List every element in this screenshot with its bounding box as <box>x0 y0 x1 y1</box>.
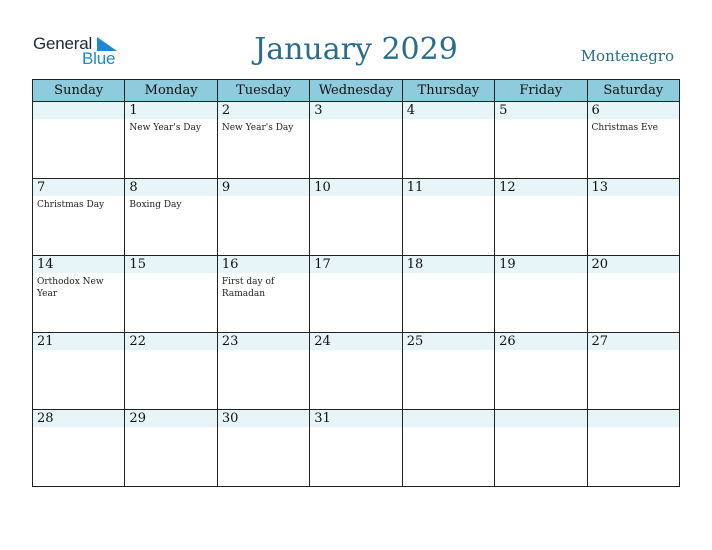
day-cell <box>402 410 494 487</box>
holiday-label <box>495 273 586 276</box>
day-cell <box>587 256 679 333</box>
day-number: 29 <box>125 410 216 427</box>
day-number: 21 <box>33 333 124 350</box>
day-number: 8 <box>125 179 216 196</box>
day-cell <box>402 179 494 256</box>
day-number: 6 <box>588 102 679 119</box>
day-number: 30 <box>218 410 309 427</box>
day-number: 13 <box>588 179 679 196</box>
day-number: 7 <box>33 179 124 196</box>
day-cell <box>495 179 587 256</box>
holiday-label <box>218 427 309 430</box>
holiday-label <box>218 196 309 199</box>
holiday-label <box>495 119 586 122</box>
holiday-label: Christmas Eve <box>591 123 658 133</box>
day-cell <box>495 256 587 333</box>
day-number: 28 <box>33 410 124 427</box>
holiday-label <box>588 196 679 199</box>
holiday-label <box>403 427 494 430</box>
day-cell <box>33 179 125 256</box>
day-number: 17 <box>310 256 401 273</box>
day-number: 2 <box>218 102 309 119</box>
holiday-label: Orthodox New Year <box>37 277 104 299</box>
day-cell <box>495 102 587 179</box>
month-calendar-grid <box>32 79 680 487</box>
day-number: 31 <box>310 410 401 427</box>
holiday-label: New Year's Day <box>129 123 201 133</box>
day-number: 9 <box>218 179 309 196</box>
weekday-header-sunday: Sunday <box>33 80 125 102</box>
day-cell <box>125 179 217 256</box>
day-number <box>495 410 586 427</box>
logo-word-blue: Blue <box>82 49 116 68</box>
day-number: 1 <box>125 102 216 119</box>
day-cell <box>587 333 679 410</box>
day-number: 10 <box>310 179 401 196</box>
day-cell <box>402 102 494 179</box>
day-number: 16 <box>218 256 309 273</box>
holiday-label <box>310 119 401 122</box>
day-cell <box>33 102 125 179</box>
day-cell <box>587 102 679 179</box>
holiday-label <box>125 427 216 430</box>
day-number: 12 <box>495 179 586 196</box>
day-number: 5 <box>495 102 586 119</box>
day-cell <box>217 333 309 410</box>
day-cell <box>310 102 402 179</box>
holiday-label <box>495 427 586 430</box>
holiday-label <box>310 427 401 430</box>
day-cell <box>125 102 217 179</box>
week-row-3 <box>33 256 680 333</box>
calendar-title: January 2029 <box>254 32 458 67</box>
week-row-4 <box>33 333 680 410</box>
holiday-label <box>495 196 586 199</box>
day-number: 20 <box>588 256 679 273</box>
day-cell <box>33 333 125 410</box>
day-cell <box>310 333 402 410</box>
holiday-label <box>310 350 401 353</box>
day-cell <box>310 179 402 256</box>
holiday-label: Christmas Day <box>37 200 105 210</box>
day-number <box>33 102 124 119</box>
day-number: 15 <box>125 256 216 273</box>
day-cell <box>310 256 402 333</box>
day-cell <box>310 410 402 487</box>
weekday-header-saturday: Saturday <box>587 80 679 102</box>
week-row-2 <box>33 179 680 256</box>
holiday-label <box>403 350 494 353</box>
day-number: 23 <box>218 333 309 350</box>
holiday-label <box>33 119 124 122</box>
day-cell <box>495 333 587 410</box>
day-cell <box>402 256 494 333</box>
holiday-label <box>33 427 124 430</box>
day-number: 14 <box>33 256 124 273</box>
holiday-label <box>218 350 309 353</box>
day-number: 3 <box>310 102 401 119</box>
day-number: 25 <box>403 333 494 350</box>
holiday-label: First day of Ramadan <box>221 277 275 299</box>
day-cell <box>217 102 309 179</box>
logo-word-general: General <box>33 34 93 53</box>
holiday-label <box>588 350 679 353</box>
weekday-header-wednesday: Wednesday <box>310 80 402 102</box>
day-number: 26 <box>495 333 586 350</box>
day-cell <box>125 333 217 410</box>
day-cell <box>402 333 494 410</box>
day-number: 11 <box>403 179 494 196</box>
holiday-label: Boxing Day <box>129 200 182 210</box>
day-number: 18 <box>403 256 494 273</box>
holiday-label <box>33 350 124 353</box>
day-cell <box>217 256 309 333</box>
day-cell <box>587 410 679 487</box>
day-number <box>588 410 679 427</box>
holiday-label <box>125 350 216 353</box>
day-cell <box>125 410 217 487</box>
holiday-label <box>125 273 216 276</box>
day-cell <box>33 410 125 487</box>
weekday-header-friday: Friday <box>495 80 587 102</box>
weekday-header-monday: Monday <box>125 80 217 102</box>
day-number <box>403 410 494 427</box>
holiday-label <box>403 196 494 199</box>
holiday-label <box>495 350 586 353</box>
day-cell <box>125 256 217 333</box>
day-number: 4 <box>403 102 494 119</box>
holiday-label <box>588 273 679 276</box>
weekday-header-thursday: Thursday <box>402 80 494 102</box>
day-number: 22 <box>125 333 216 350</box>
day-number: 27 <box>588 333 679 350</box>
day-number: 24 <box>310 333 401 350</box>
holiday-label <box>310 273 401 276</box>
weekday-header-row <box>33 80 680 102</box>
holiday-label: New Year's Day <box>221 123 294 133</box>
holiday-label <box>403 273 494 276</box>
day-cell <box>217 410 309 487</box>
day-cell <box>587 179 679 256</box>
holiday-label <box>588 427 679 430</box>
holiday-label <box>403 119 494 122</box>
day-cell <box>217 179 309 256</box>
weekday-header-tuesday: Tuesday <box>217 80 309 102</box>
week-row-5 <box>33 410 680 487</box>
holiday-label <box>310 196 401 199</box>
country-label: Montenegro <box>580 47 674 65</box>
day-cell <box>495 410 587 487</box>
day-cell <box>33 256 125 333</box>
week-row-1 <box>33 102 680 179</box>
day-number: 19 <box>495 256 586 273</box>
